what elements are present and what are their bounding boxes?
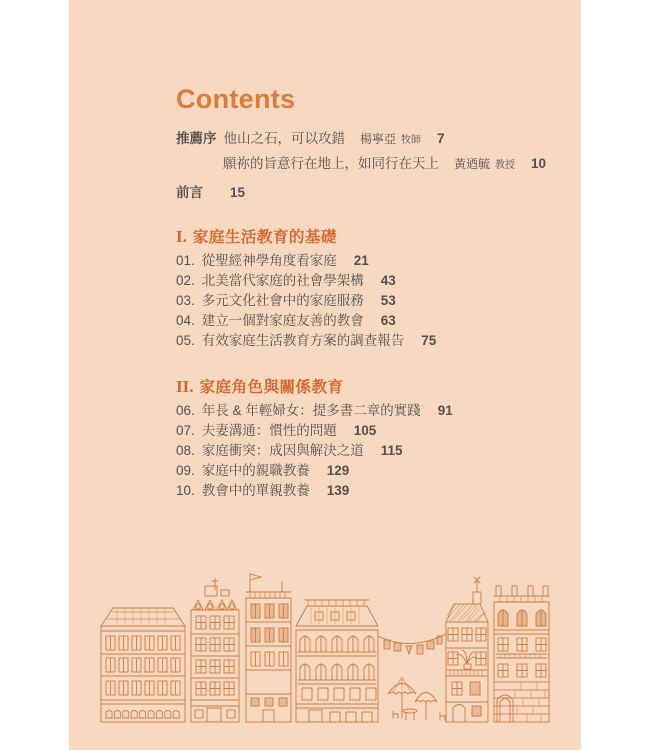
section-1-title: 家庭生活教育的基礎 <box>192 229 337 246</box>
item-title: 家庭衝突：成因與解決之道 <box>201 443 364 458</box>
toc-item <box>176 271 561 291</box>
toc-item <box>176 421 561 441</box>
section-1-numeral: I. <box>176 227 187 246</box>
cafe-umbrellas <box>388 677 445 720</box>
item-page: 115 <box>380 443 403 458</box>
item-page: 63 <box>380 313 396 328</box>
clothesline <box>378 634 446 654</box>
item-title: 家庭中的親職教養 <box>201 463 310 478</box>
item-page: 53 <box>380 293 396 308</box>
toc-item <box>176 461 561 481</box>
page-title: Contents <box>176 84 296 114</box>
building-4 <box>296 600 378 722</box>
preface-block <box>176 127 561 177</box>
toc-item <box>176 481 561 501</box>
toc-item <box>176 251 561 271</box>
item-number: 04. <box>176 313 195 328</box>
building-6 <box>494 586 549 722</box>
item-title: 北美當代家庭的社會學架構 <box>201 273 364 288</box>
section-2-heading <box>176 376 561 399</box>
section-2-title: 家庭角色與關係教育 <box>199 379 344 396</box>
item-page: 129 <box>326 463 350 478</box>
foreword-page: 15 <box>230 185 246 200</box>
item-number: 01. <box>176 253 195 268</box>
preface-entry-title: 願祢的旨意行在地上，如同行在天上 <box>223 156 439 171</box>
toc-page <box>69 0 581 750</box>
preface-entry-page: 7 <box>437 131 445 146</box>
item-number: 03. <box>176 293 195 308</box>
item-number: 09. <box>176 463 195 478</box>
preface-entry-role: 牧師 <box>401 135 422 146</box>
item-title: 建立一個對家庭友善的教會 <box>201 313 364 328</box>
building-3 <box>246 574 291 722</box>
item-page: 139 <box>326 483 350 498</box>
building-2 <box>191 578 239 722</box>
toc-item <box>176 401 561 421</box>
foreword-row <box>176 181 561 204</box>
toc-content <box>69 0 581 501</box>
preface-label: 推薦序 <box>176 131 217 146</box>
section-2-items <box>176 401 561 501</box>
preface-entry-page: 10 <box>531 156 547 171</box>
item-page: 91 <box>437 403 453 418</box>
item-number: 06. <box>176 403 195 418</box>
preface-entry-author: 楊寧亞 <box>360 132 397 146</box>
section-1 <box>176 226 561 351</box>
preface-entry-title: 他山之石，可以攻錯 <box>223 131 345 146</box>
item-page: 21 <box>353 253 369 268</box>
toc-item <box>176 331 561 351</box>
item-title: 夫妻溝通：慣性的問題 <box>201 423 337 438</box>
item-title: 從聖經神學角度看家庭 <box>201 253 337 268</box>
preface-entry-author: 黃迺毓 <box>454 157 491 171</box>
item-number: 08. <box>176 443 195 458</box>
preface-entry-role: 教授 <box>495 160 516 171</box>
item-number: 10. <box>176 483 195 498</box>
building-5 <box>446 577 488 722</box>
section-2-numeral: II. <box>176 377 194 396</box>
section-2 <box>176 376 561 501</box>
preface-entry <box>176 127 561 152</box>
item-title: 多元文化社會中的家庭服務 <box>201 293 364 308</box>
item-title: 年長 & 年輕婦女：提多書二章的實踐 <box>201 403 421 418</box>
toc-item <box>176 441 561 461</box>
item-number: 07. <box>176 423 195 438</box>
foreword-label: 前言 <box>176 185 203 200</box>
section-1-items <box>176 251 561 351</box>
item-page: 75 <box>421 333 437 348</box>
item-number: 05. <box>176 333 195 348</box>
street-buildings-illustration <box>69 570 581 730</box>
section-1-heading <box>176 226 561 249</box>
building-1 <box>101 608 185 722</box>
toc-item <box>176 291 561 311</box>
item-number: 02. <box>176 273 195 288</box>
item-title: 有效家庭生活教育方案的調查報告 <box>201 333 405 348</box>
item-page: 43 <box>380 273 396 288</box>
preface-entry <box>223 152 561 177</box>
item-page: 105 <box>353 423 377 438</box>
item-title: 教會中的單親教養 <box>201 483 310 498</box>
toc-item <box>176 311 561 331</box>
